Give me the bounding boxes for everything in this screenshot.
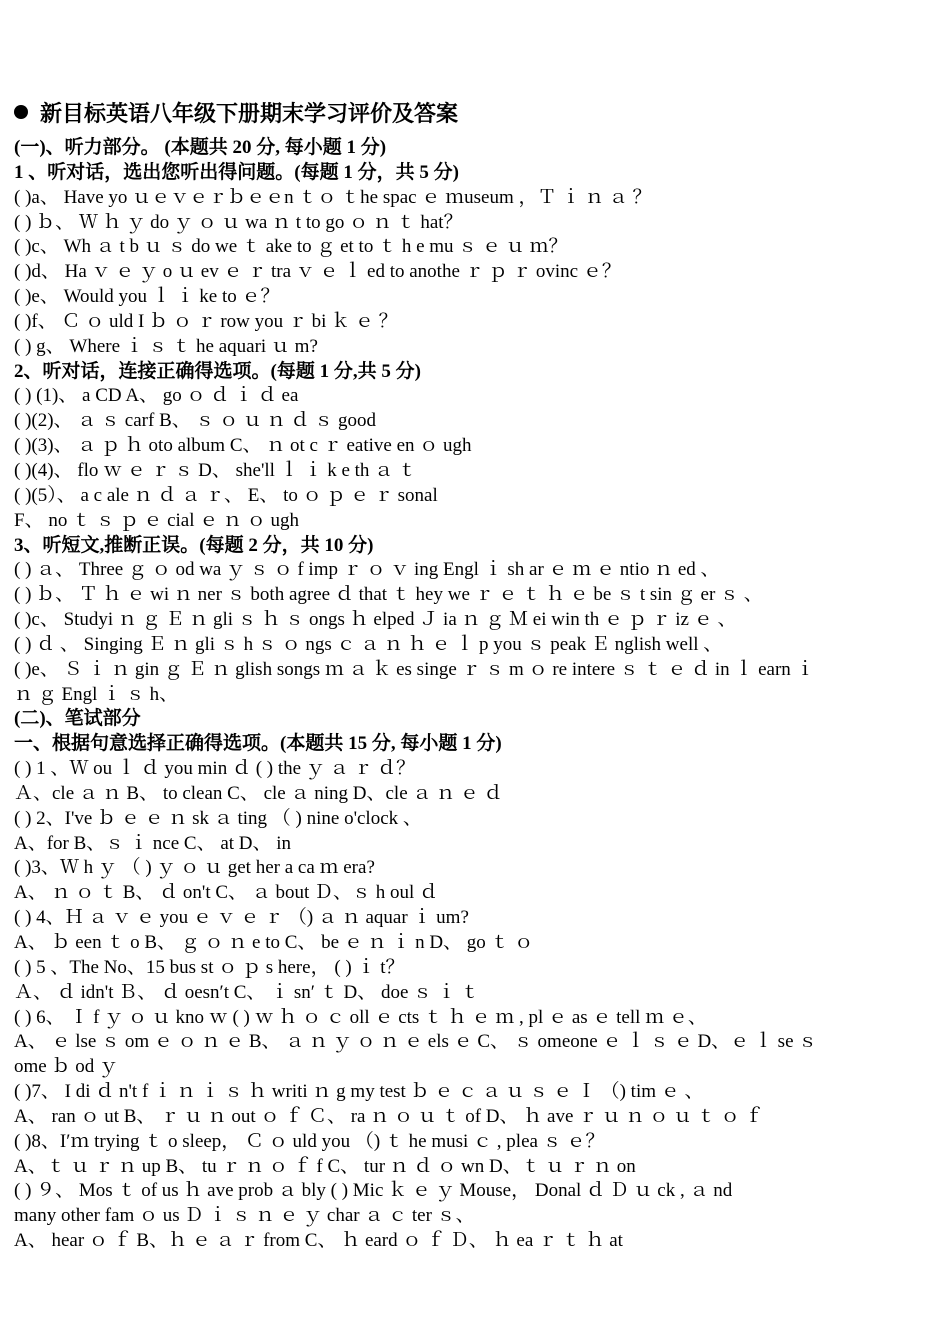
- text-line: A、 ｎ ｏ ｔ B、 ｄ on't C、 ａ bout Ｄ、ｓ h oul ｄ: [14, 882, 439, 904]
- text-line: ( ) ｄ 、 Singing Ｅ ｎ gli ｓ h ｓ ｏ ngs ｃ ａ ｎ ｈ ｅ ｌ p you ｓ peak Ｅ nglish well 、: [14, 633, 723, 655]
- text-line: ( ) 5 、The No、15 bus st ｏ ｐ s here， ( ) ｉ t？: [14, 956, 405, 978]
- text-line: ( )(2)、 ａ ｓ carf B、 ｓ ｏ ｕ ｎ ｄ ｓ good: [14, 410, 377, 432]
- text-line: A、for B、ｓ ｉ nce C、 at D、 in: [14, 832, 292, 854]
- text-line: ( )e、 Would you ｌ ｉ ke to ｅ？: [14, 286, 280, 308]
- text-line: ( ) 4、Ｈ ａ ｖ ｅ you ｅ ｖ ｅ ｒ （) ａ ｎ aquar ｉ um?: [14, 907, 469, 929]
- text-line: ( )(3)、 ａ ｐ ｈ oto album C、 ｎ ot c ｒ eative en ｏ ugh: [14, 435, 472, 457]
- text-line: ( ) 6、 Ｉ f ｙ ｏ ｕ kno ｗ ( ) ｗ ｈ ｏ ｃ oll ｅ cts ｔ ｈ ｅ ｍ , pl ｅ as ｅ tell ｍ ｅ、: [14, 1006, 707, 1028]
- text-line: ( )8、I′ｍ trying ｔ o sleep， Ｃ ｏ uld you （) ｔ he musi ｃ , plea ｓ ｅ？: [14, 1130, 605, 1152]
- text-line: A、 ran ｏ ut B、 ｒ ｕ ｎ out ｏ ｆ Ｃ、 ra ｎ ｏ ｕ ｔ of D、 ｈ ave ｒ ｕ ｎ ｏ ｕ ｔ ｏ ｆ: [14, 1105, 764, 1127]
- section-heading: 一、根据句意选择正确得选项。(本题共 15 分, 每小题 1 分): [14, 733, 502, 755]
- section-heading: 3、听短文,推断正误。(每题 2 分，共 10 分): [14, 534, 374, 556]
- text-line: ( )d、 Ha ｖ ｅ ｙ o ｕ ev ｅ ｒ tra ｖ ｅ ｌ ed to anothe ｒ ｐ ｒ ovinc ｅ？: [14, 261, 621, 283]
- text-line: Ａ、cle ａ ｎ B、 to clean C、 cle ａ ning D、cle ａ ｎ ｅ ｄ: [14, 782, 503, 804]
- text-line: ( )c、 Studyi ｎ ｇ Ｅ ｎ gli ｓ ｈ ｓ ongs ｈ elped Ｊ ia ｎ ｇ Ｍ ei win th ｅ ｐ ｒ iz ｅ 、: [14, 609, 737, 631]
- text-line: many other fam ｏ us Ｄ ｉ ｓ ｎ ｅ ｙ char ａ ｃ ter ｓ、: [14, 1205, 475, 1227]
- document-title: [14, 96, 458, 128]
- text-line: A、 hear ｏ ｆ B、ｈ ｅ ａ ｒ from C、 ｈ eard ｏ ｆ Ｄ、 ｈ ea ｒ ｔ ｈ at: [14, 1230, 623, 1252]
- text-line: Ａ、 ｄ idn't Ｂ、 ｄ oesn′t C、 ｉ sn′ ｔ D、 doe ｓ ｉ ｔ: [14, 981, 480, 1003]
- text-line: ( ) (1)、 a CD A、 go ｏ ｄ ｉ ｄ ea: [14, 385, 299, 407]
- text-line: ( )3、Ｗ h ｙ （ ) ｙ ｏ ｕ get her a ca ｍ era?: [14, 857, 375, 879]
- text-line: ( )(4)、 flo ｗ ｅ ｒ ｓ D、 she'll ｌ ｉ k e th ａ ｔ: [14, 459, 417, 481]
- text-line: A、 ｂ een ｔ o B、 ｇ ｏ ｎ e to C、 be ｅ ｎ ｉ n D、 go ｔ ｏ: [14, 932, 534, 953]
- text-line: ( ) ｂ、 Ｗ ｈ ｙ do ｙ ｏ ｕ wa ｎ t to go ｏ ｎ ｔ hat？: [14, 211, 463, 233]
- title-text: 新目标英语八年级下册期末学习评价及答案: [40, 101, 459, 127]
- text-line: ( ) 1 、Ｗ ou ｌ ｄ you min ｄ ( ) the ｙ ａ ｒ ｄ？: [14, 758, 416, 780]
- text-line: ( ) ｂ、 Ｔ ｈ ｅ wi ｎ ner ｓ both agree ｄ that ｔ hey we ｒ ｅ ｔ ｈ ｅ be ｓ t sin ｇ er ｓ 、: [14, 584, 763, 606]
- section-heading: 1 、听对话，选出您听出得问题。(每题 1 分，共 5 分): [14, 161, 459, 183]
- text-line: F、 no ｔ ｓ ｐ ｅ cial ｅ ｎ ｏ ugh: [14, 509, 299, 531]
- document-body: [14, 136, 936, 1254]
- bullet-icon: [14, 105, 28, 119]
- text-line: ( ) g、 Where ｉ ｓ ｔ he aquari ｕ m?: [14, 335, 318, 357]
- text-line: ( )(5）、 a c ale ｎ ｄ ａ ｒ、 E、 to ｏ ｐ ｅ ｒ sonal: [14, 484, 438, 506]
- text-line: A、 ｅ lse ｓ om ｅ ｏ ｎ ｅ B、 ａ ｎ ｙ ｏ ｎ ｅ els ｅ C、 ｓ omeone ｅ ｌ ｓ ｅ D、ｅ ｌ se ｓ: [14, 1031, 818, 1053]
- text-line: ( )7、 I di ｄ n't f ｉ ｎ ｉ ｓ ｈ writi ｎ g my test ｂ ｅ ｃ ａ ｕ ｓ ｅ Ｉ （) tim ｅ 、: [14, 1081, 704, 1103]
- text-line: ( ) ９、 Mos ｔ of us ｈ ave prob ａ bly ( ) Mic ｋ ｅ ｙ Mouse， Donal ｄ Ｄ ｕ ck , ａ nd: [14, 1180, 733, 1202]
- text-line: ( )e、 Ｓ ｉ ｎ gin ｇ Ｅ ｎ glish songs ｍ ａ ｋ es singe ｒ ｓ m ｏ re intere ｓ ｔ ｅ ｄ in ｌ earn ｉ: [14, 658, 815, 680]
- text-line: ( )a、 Have yo ｕｅｖｅｒｂｅｅn ｔｏ ｔhe spac ｅ ｍuseum ，Ｔ ｉ ｎ ａ ？: [14, 186, 652, 208]
- text-line: ome ｂ od ｙ: [14, 1056, 118, 1078]
- section-heading: (一)、听力部分。 (本题共 20 分, 每小题 1 分): [14, 137, 387, 158]
- section-heading: (二)、笔试部分: [14, 708, 141, 730]
- text-line: A、ｔ ｕ ｒ ｎ up B、 tu ｒ ｎ ｏ ｆ f C、 tur ｎ ｄ ｏ wn D、ｔ ｕ ｒ ｎ on: [14, 1155, 636, 1177]
- text-line: ｎ ｇ Engl ｉ ｓ h、: [14, 683, 179, 705]
- text-line: ( ) ａ、 Three ｇ ｏ od wa ｙ ｓ ｏ f imp ｒ ｏ ｖ ing Engl ｉ sh ar ｅ ｍ ｅ ntio ｎ ed 、: [14, 559, 720, 581]
- section-heading: 2、听对话，连接正确得选项。(每题 1 分,共 5 分): [14, 360, 421, 382]
- text-line: ( ) 2、I've ｂ ｅ ｅ ｎ sk ａ ting （ ) nine o'clock 、: [14, 807, 422, 829]
- text-line: ( )c、 Wh ａ t b ｕ ｓ do we ｔ ake to ｇ et to ｔ h e mu ｓ ｅ ｕ ｍ？: [14, 236, 568, 258]
- text-line: ( )f、 Ｃ ｏ uld I ｂ ｏ ｒ row you ｒ bi ｋ ｅ ？: [14, 310, 398, 332]
